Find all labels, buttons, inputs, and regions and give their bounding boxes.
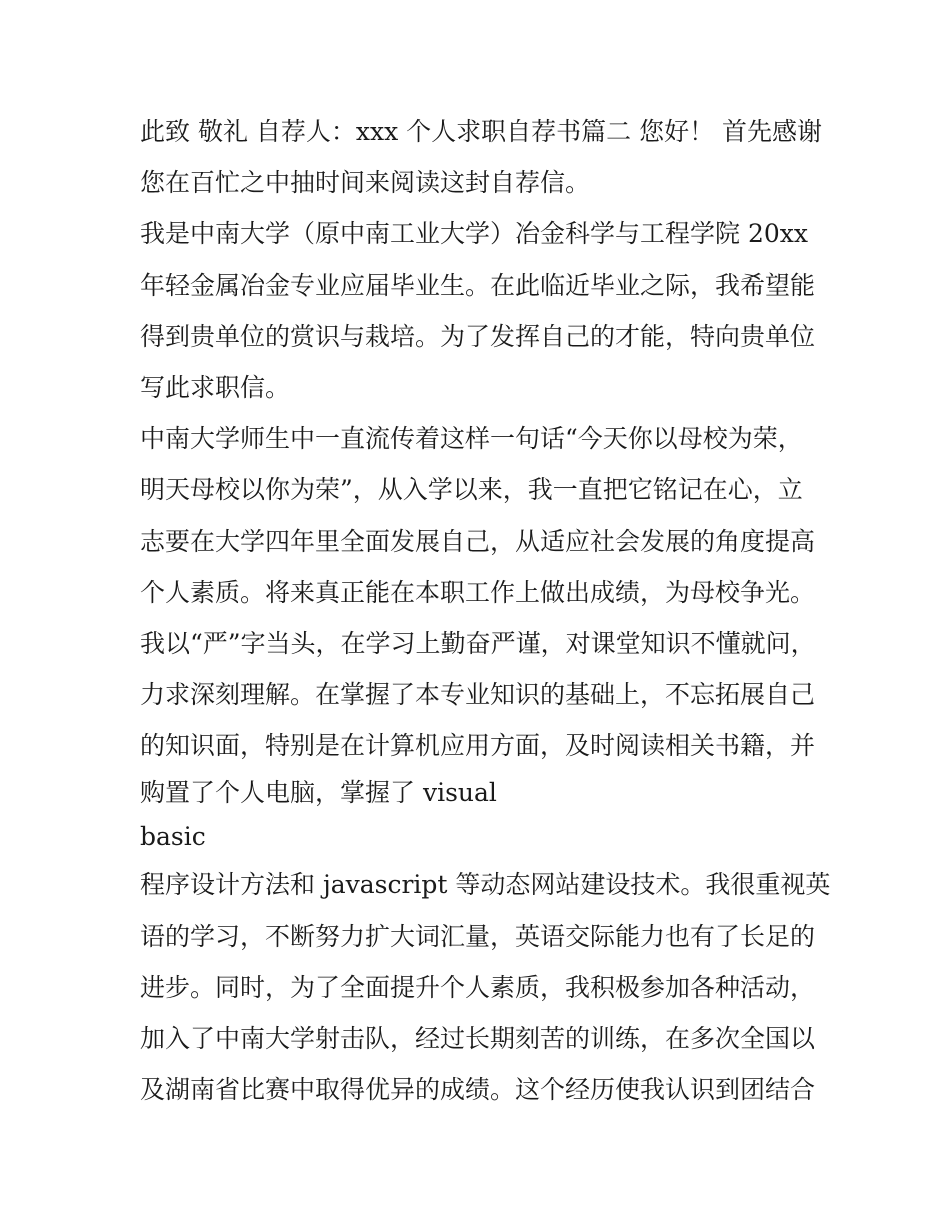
text-line: 中南大学师生中一直流传着这样一句话“今天你以母校为荣， (140, 424, 803, 454)
text-line: 我以“严”字当头，在学习上勤奋严谨，对课堂知识不懂就问， (140, 628, 816, 658)
text-line: 志要在大学四年里全面发展自己，从适应社会发展的角度提高 (140, 526, 816, 556)
text-line: 明天母校以你为荣”，从入学以来，我一直把它铭记在心，立 (140, 475, 803, 505)
text-line: 及湖南省比赛中取得优异的成绩。这个经历使我认识到团结合 (140, 1075, 816, 1105)
text-line: 购置了个人电脑，掌握了 visual (140, 778, 497, 808)
text-line: 个人素质。将来真正能在本职工作上做出成绩，为母校争光。 (140, 577, 816, 607)
text-line: 此致 敬礼 自荐人：xxx 个人求职自荐书篇二 您好！ 首先感谢 (140, 117, 823, 146)
text-line: 语的学习，不断努力扩大词汇量，英语交际能力也有了长足的 (140, 921, 816, 951)
text-line: 得到贵单位的赏识与栽培。为了发挥自己的才能，特向贵单位 (140, 321, 816, 351)
letter-body (140, 106, 830, 1115)
text-line: 程序设计方法和 javascript 等动态网站建设技术。我很重视英 (140, 870, 831, 900)
text-line: 进步。同时，为了全面提升个人素质，我积极参加各种活动， (140, 972, 816, 1002)
text-line: 力求深刻理解。在掌握了本专业知识的基础上，不忘拓展自己 (140, 680, 816, 710)
text-line: basic (140, 822, 206, 852)
text-line: 加入了中南大学射击队，经过长期刻苦的训练，在多次全国以 (140, 1024, 816, 1053)
text-line: 年轻金属冶金专业应届毕业生。在此临近毕业之际，我希望能 (140, 270, 816, 300)
text-line: 我是中南大学（原中南工业大学）冶金科学与工程学院 20xx (140, 219, 808, 249)
text-line: 您在百忙之中抽时间来阅读这封自荐信。 (140, 168, 591, 198)
text-line: 的知识面，特别是在计算机应用方面，及时阅读相关书籍，并 (140, 731, 816, 761)
text-line: 写此求职信。 (140, 372, 291, 402)
